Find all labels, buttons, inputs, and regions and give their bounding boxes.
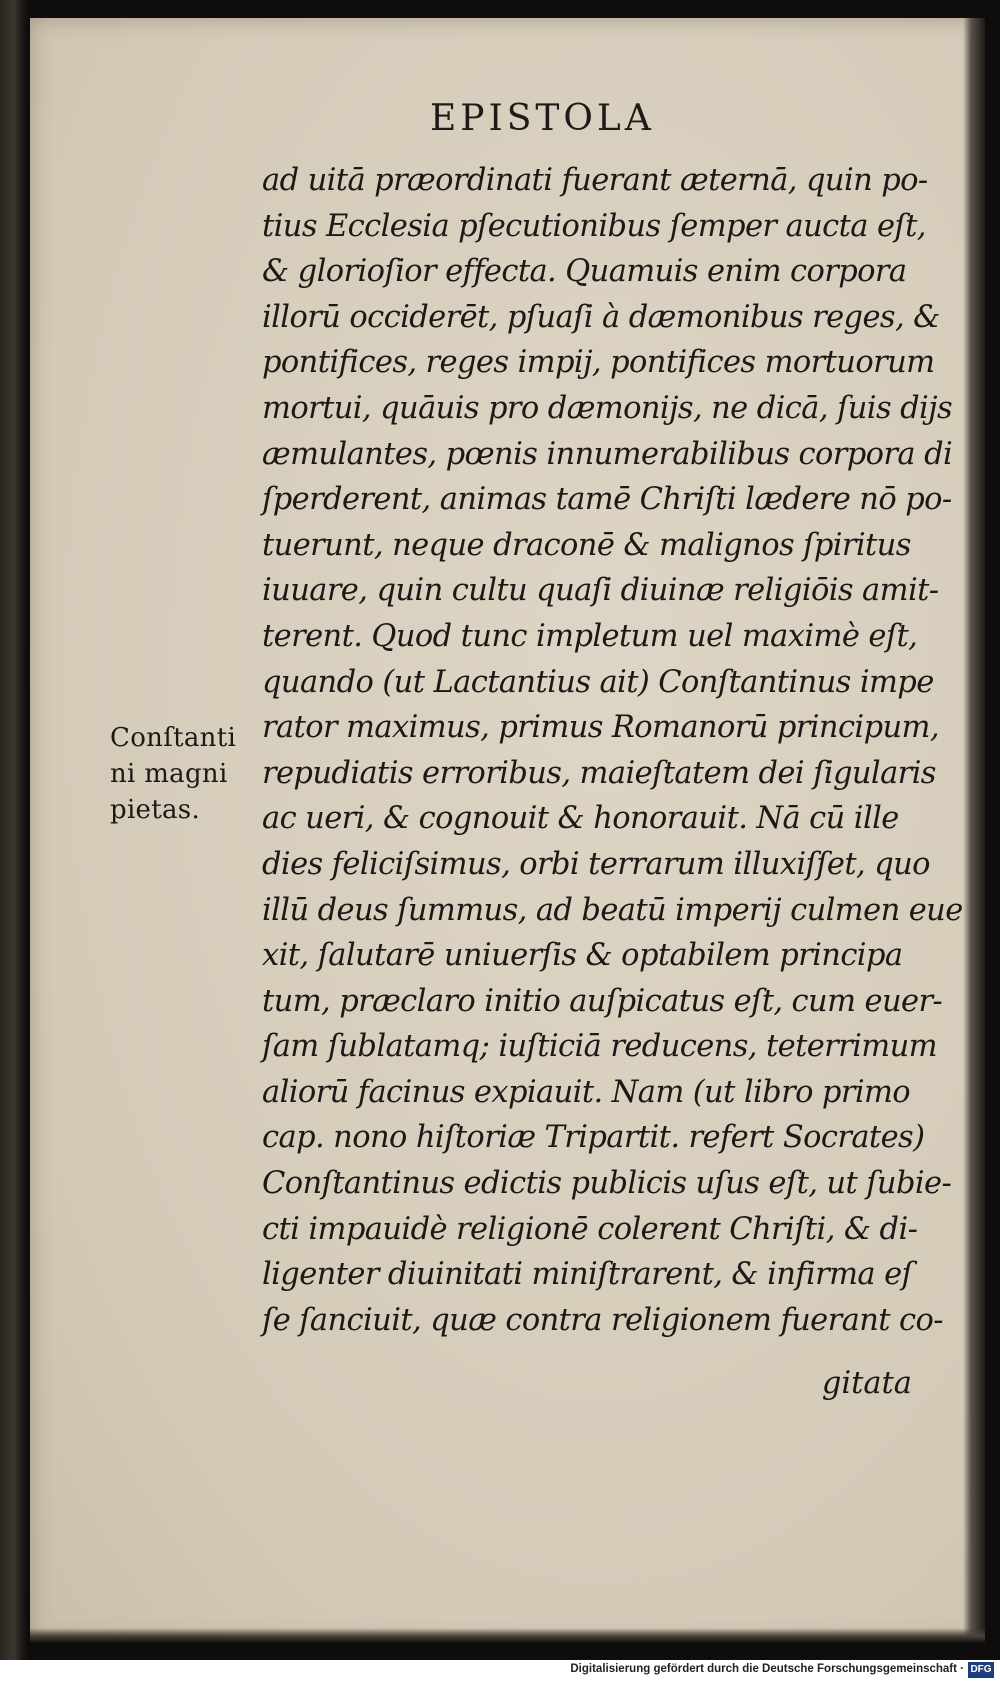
text-line: & glorioſior effecta. Quamuis enim corpora xyxy=(262,254,907,290)
marginal-note xyxy=(110,720,260,828)
catchword: gitata xyxy=(821,1366,912,1401)
text-line: quando (ut Lactantius ait) Conſtantinus impe xyxy=(262,664,934,700)
text-line: ſam ſublatamq; iuſticiā reducens, teterrimum xyxy=(262,1029,937,1065)
body-text xyxy=(262,158,963,1343)
text-line: pontifices, reges impij, pontifices mortuorum xyxy=(262,345,935,381)
text-line: repudiatis erroribus, maieſtatem dei ſigularis xyxy=(262,755,936,791)
text-line: ſe ſanciuit, quæ contra religionem fuerant co- xyxy=(262,1302,943,1338)
text-line: cti impauidè religionē colerent Chriſti, & di- xyxy=(262,1211,918,1247)
text-line: Conſtantinus edictis publicis uſus eſt, ut ſubie- xyxy=(262,1166,952,1202)
digitization-credit: Digitalisierung gefördert durch die Deutsche Forschungsgemeinschaft · xyxy=(570,1663,964,1675)
text-line: terent. Quod tunc impletum uel maximè eſt, xyxy=(262,618,918,654)
text-line: tuerunt, neque draconē & malignos ſpiritus xyxy=(262,527,911,563)
text-line: ac ueri, & cognouit & honorauit. Nā cū ille xyxy=(262,801,899,837)
running-head: EPISTOLA xyxy=(430,98,655,139)
marginal-note-line: ni magni xyxy=(110,759,228,789)
text-line: ad uitā præordinati fuerant æternā, quin po- xyxy=(262,163,928,198)
text-line: ſperderent, animas tamē Chriſti lædere nō po- xyxy=(262,482,952,518)
text-line: tius Ecclesia pſecutionibus ſemper aucta eſt, xyxy=(262,208,926,244)
text-line: ligenter diuinitati miniſtrarent, & infirma eſ xyxy=(262,1257,913,1293)
marginal-note-line: Conſtanti xyxy=(110,723,237,753)
text-line: aliorū facinus expiauit. Nam (ut libro primo xyxy=(262,1074,911,1110)
marginal-note-line: pietas. xyxy=(110,795,201,825)
text-line: iuuare, quin cultu quaſi diuinæ religiōis amit- xyxy=(262,573,939,609)
text-line: dies feliciſsimus, orbi terrarum illuxiſſet, quo xyxy=(262,846,930,882)
text-line: illorū occiderēt, pſuaſi à dæmonibus reges, & xyxy=(262,299,940,335)
text-line: tum, præclaro initio auſpicatus eſt, cum euer- xyxy=(262,983,943,1019)
footer-bar xyxy=(0,1660,1000,1683)
text-line: xit, ſalutarē uniuerſis & optabilem principa xyxy=(262,938,903,974)
text-line: cap. nono hiſtoriæ Tripartit. refert Socrates) xyxy=(262,1120,925,1156)
page-bottom-shadow xyxy=(30,1628,985,1642)
text-line: illū deus ſummus, ad beatū imperij culmen eue xyxy=(262,892,963,928)
dfg-logo: DFG xyxy=(968,1662,994,1678)
text-line: æmulantes, pœnis innumerabilibus corpora di xyxy=(262,436,953,472)
text-line: mortui, quāuis pro dæmonijs, ne dicā, ſuis dijs xyxy=(262,390,953,426)
text-line: rator maximus, primus Romanorū principum, xyxy=(262,710,939,746)
page-edge-shadow xyxy=(963,18,985,1642)
